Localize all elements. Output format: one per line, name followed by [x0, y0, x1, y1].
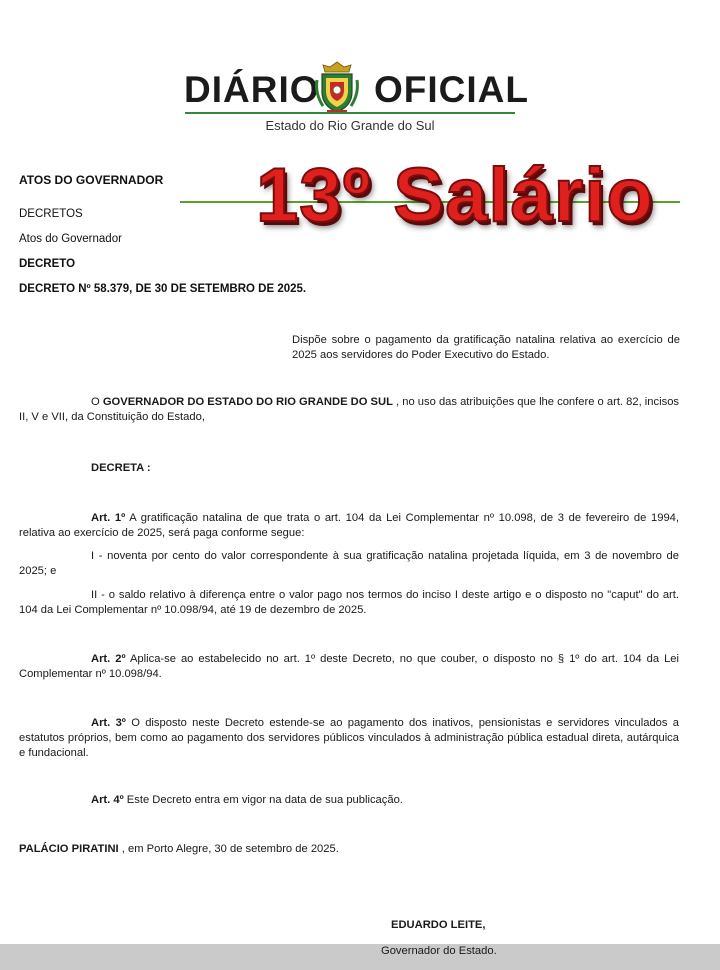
decree-number: DECRETO Nº 58.379, DE 30 DE SETEMBRO DE 2025.: [19, 283, 307, 295]
masthead-title-right: OFICIAL: [374, 69, 529, 110]
decree-abstract: Dispõe sobre o pagamento da gratificação natalina relativa ao exercício de 2025 aos servidores do Poder Executivo do Estado.: [292, 334, 680, 361]
decreta-heading: DECRETA :: [91, 462, 151, 474]
article-4: [91, 793, 403, 808]
article-3-text: O disposto neste Decreto estende-se ao pagamento dos inativos, pensionistas e servidores vinculados a estatutos próprios, bem como ao pagamento dos servidores públicos vinculados à administração pública estadual direta, autárquica e fundacional.: [19, 717, 680, 759]
article-2-label: Art. 2º: [91, 653, 126, 665]
article-2-text: Aplica-se ao estabelecido no art. 1º deste Decreto, no que couber, o disposto no § 1º do art. 104 da Lei Complementar nº 10.098/94.: [19, 653, 679, 680]
place-date-text: , em Porto Alegre, 30 de setembro de 2025.: [118, 843, 339, 855]
article-3: [19, 716, 679, 761]
preamble-rest: , no uso das atribuições que lhe confere o art. 82, incisos II, V e VII, da Constituição do Estado,: [19, 396, 680, 423]
article-1-label: Art. 1º: [91, 512, 126, 524]
article-3-label: Art. 3º: [91, 717, 126, 729]
palacio-piratini: PALÁCIO PIRATINI: [19, 843, 119, 855]
preamble-governor: GOVERNADOR DO ESTADO DO RIO GRANDE DO SUL: [102, 396, 393, 408]
section-atos-governador: Atos do Governador: [19, 233, 122, 245]
masthead-title-left: DIÁRIO: [184, 69, 320, 110]
section-decretos: DECRETOS: [19, 208, 83, 220]
article-2: [19, 652, 679, 682]
article-1-inciso-1: I - noventa por cento do valor correspondente à sua gratificação natalina projetada líquida, em 3 de novembro de 2025; e: [19, 550, 679, 577]
section-atos-do-governador: ATOS DO GOVERNADOR: [19, 173, 164, 187]
masthead-divider: [185, 112, 515, 114]
signer-role: Governador do Estado.: [381, 945, 497, 957]
signer-name: EDUARDO LEITE,: [391, 919, 486, 931]
decree-preamble: [19, 395, 679, 425]
masthead-subtitle: Estado do Rio Grande do Sul: [265, 118, 435, 133]
preamble-prefix: O: [91, 396, 103, 408]
bottom-shade-band: [0, 944, 720, 970]
section-decreto: DECRETO: [19, 258, 76, 270]
article-1-inciso-2: II - o saldo relativo à diferença entre o valor pago nos termos do inciso I deste artigo e o disposto no "caput" do art. 104 da Lei Complementar nº 10.098/94, até 19 de dezembro de 2025.: [19, 589, 679, 616]
article-4-text: Este Decreto entra em vigor na data de sua publicação.: [123, 794, 403, 806]
overlay-13-salario-title: 13º Salário: [256, 153, 654, 238]
closing-place-date: [19, 842, 339, 857]
article-4-label: Art. 4º: [91, 794, 124, 806]
article-1: [19, 511, 679, 541]
state-coat-of-arms-icon: [313, 60, 361, 116]
article-1-text: A gratificação natalina de que trata o art. 104 da Lei Complementar nº 10.098, de 3 de fevereiro de 1994, relativa ao exercício de 2025, será paga conforme segue:: [19, 512, 679, 539]
